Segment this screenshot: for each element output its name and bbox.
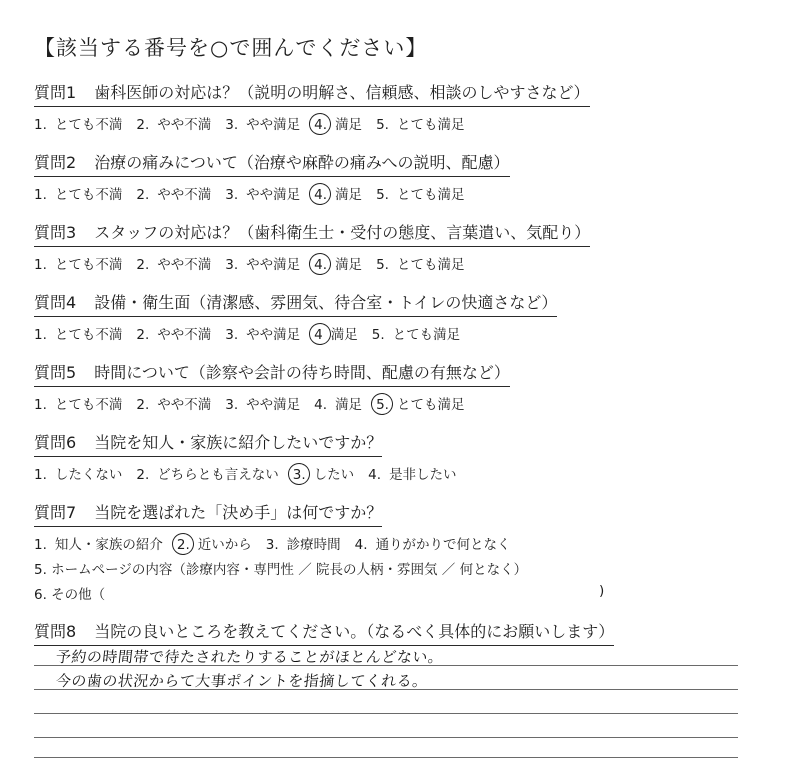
question-3-title: [34, 220, 590, 247]
option-number: 1.: [34, 257, 47, 273]
option-label: やや不満: [157, 327, 212, 343]
option-number: 2.: [176, 537, 190, 553]
option-label: やや満足: [246, 187, 301, 203]
option-number: 1.: [34, 117, 47, 133]
answer-option[interactable]: [136, 463, 278, 483]
answer-option[interactable]: [136, 323, 211, 343]
answer-option[interactable]: [225, 113, 300, 133]
question-text: 歯科医師の対応は？（説明の明解さ、信頼感、相談のしやすさなど）: [94, 83, 590, 102]
answer-options: [34, 253, 590, 273]
question-text: スタッフの対応は？（歯科衛生士・受付の態度、言葉遣い、気配り）: [94, 223, 591, 242]
answer-option-selected[interactable]: [314, 323, 358, 343]
answer-options: [34, 533, 527, 553]
option-label: どちらとも言えない: [157, 467, 279, 483]
option-number: 3.: [225, 257, 239, 273]
answer-options: [34, 463, 471, 483]
answer-option[interactable]: [34, 533, 163, 553]
option-label: 満足: [335, 397, 363, 413]
answer-rule: [34, 737, 738, 738]
question-number: 質問7: [34, 503, 77, 522]
question-text: 当院の良いところを教えてください。（なるべく具体的にお願いします）: [94, 622, 615, 641]
option-label: 近いから: [197, 537, 252, 553]
option-label: したくない: [54, 467, 123, 483]
answer-options: [34, 393, 510, 413]
answer-option[interactable]: [34, 463, 122, 483]
option-label: とても不満: [54, 187, 123, 203]
question-text: 治療の痛みについて（治療や麻酔の痛みへの説明、配慮）: [94, 153, 510, 172]
question-number: 質問4: [34, 293, 77, 312]
answer-option[interactable]: [314, 393, 362, 413]
answer-option-selected[interactable]: [314, 253, 362, 273]
question-4-title: [34, 290, 557, 317]
option-label: したい: [313, 467, 355, 483]
question-1: [34, 80, 590, 133]
answer-option-other[interactable]: [34, 583, 605, 603]
answer-option[interactable]: [34, 393, 122, 413]
option-number: 4.: [314, 397, 328, 413]
option-number: 3.: [225, 397, 239, 413]
option-number: 1.: [34, 187, 47, 203]
option-label: やや満足: [246, 327, 301, 343]
option-number: 5.: [376, 257, 389, 273]
answer-option[interactable]: [34, 323, 122, 343]
option-label: やや満足: [246, 257, 301, 273]
answer-option[interactable]: [136, 393, 211, 413]
option-label: 満足: [335, 257, 363, 273]
option-label: とても満足: [396, 117, 465, 133]
question-1-title: [34, 80, 590, 107]
question-5-title: [34, 360, 510, 387]
answer-option[interactable]: [225, 253, 300, 273]
option-label: 知人・家族の紹介: [54, 537, 163, 553]
option-label: やや不満: [157, 257, 212, 273]
question-7: [34, 500, 605, 603]
answer-option[interactable]: [266, 533, 341, 553]
option-number: 4.: [314, 257, 328, 273]
answer-rule: [34, 713, 738, 714]
option-label: 満足: [330, 327, 358, 343]
question-text: 当院を選ばれた「決め手」は何ですか？: [94, 503, 383, 522]
question-text: 時間について（診察や会計の待ち時間、配慮の有無など）: [94, 363, 510, 382]
option-number: 5.: [371, 327, 385, 343]
option-label: とても満足: [396, 257, 465, 273]
option-number: 4.: [314, 117, 328, 133]
option-number: 4.: [354, 537, 368, 553]
answer-options: [34, 113, 590, 133]
option-number: 4: [314, 327, 323, 343]
answer-option[interactable]: [136, 253, 211, 273]
option-number: 2.: [136, 397, 150, 413]
question-8: [34, 619, 614, 646]
option-label: とても不満: [54, 257, 123, 273]
question-number: 質問1: [34, 83, 77, 102]
answer-option[interactable]: [376, 253, 464, 273]
question-text: 当院を知人・家族に紹介したいですか？: [94, 433, 383, 452]
answer-option-selected[interactable]: [376, 393, 464, 413]
option-number: 1.: [34, 467, 47, 483]
answer-options: [34, 183, 510, 203]
option-label: やや満足: [246, 397, 301, 413]
option-number: 1.: [34, 327, 47, 343]
form-heading: 【該当する番号を○で囲んでください】: [34, 36, 428, 60]
option-number: 3.: [292, 467, 306, 483]
answer-option[interactable]: [225, 183, 300, 203]
option-number: 3.: [225, 327, 239, 343]
other-label: 6. その他（: [34, 587, 106, 603]
option-label: とても満足: [396, 397, 465, 413]
question-number: 質問2: [34, 153, 77, 172]
answer-option[interactable]: [372, 323, 460, 343]
answer-option-selected[interactable]: [293, 463, 354, 483]
question-7-title: [34, 500, 382, 527]
question-number: 質問6: [34, 433, 77, 452]
option-number: 2.: [136, 327, 150, 343]
answer-option[interactable]: [368, 463, 456, 483]
answer-option[interactable]: [136, 183, 211, 203]
answer-options: [34, 323, 557, 343]
option-number: 2.: [136, 467, 150, 483]
question-2-title: [34, 150, 510, 177]
answer-option[interactable]: [225, 393, 300, 413]
option-label: やや不満: [157, 397, 212, 413]
handwritten-answer-line-2: 今の歯の状況からて大事ポイントを指摘してくれる。: [55, 672, 429, 690]
question-8-title: [34, 619, 614, 646]
option-number: 4.: [314, 187, 328, 203]
answer-option[interactable]: [355, 533, 511, 553]
answer-option-selected[interactable]: [177, 533, 252, 553]
option-number: 5.: [376, 397, 389, 413]
option-label: やや不満: [157, 187, 212, 203]
option-number: 2.: [136, 187, 150, 203]
option-number: 1.: [34, 537, 47, 553]
answer-option-selected[interactable]: [314, 113, 362, 133]
other-close-paren: ): [599, 583, 605, 599]
answer-option[interactable]: [34, 183, 122, 203]
option-number: 1.: [34, 397, 47, 413]
option-number: 5.: [376, 187, 389, 203]
answer-option[interactable]: [34, 253, 122, 273]
answer-option-line-5[interactable]: 5. ホームページの内容（診療内容・専門性 ／ 院長の人柄・雰囲気 ／ 何となく）: [34, 562, 528, 578]
question-number: 質問5: [34, 363, 77, 382]
question-5: [34, 360, 510, 413]
option-label: やや満足: [246, 117, 301, 133]
option-label: とても不満: [54, 117, 123, 133]
option-label: 満足: [335, 117, 363, 133]
question-number: 質問3: [34, 223, 77, 242]
question-6: [34, 430, 471, 483]
question-3: [34, 220, 590, 273]
question-2: [34, 150, 510, 203]
option-label: とても満足: [396, 187, 465, 203]
option-number: 3.: [225, 187, 239, 203]
question-6-title: [34, 430, 382, 457]
question-text: 設備・衛生面（清潔感、雰囲気、待合室・トイレの快適さなど）: [94, 293, 558, 312]
question-4: [34, 290, 557, 343]
option-label: とても満足: [392, 327, 461, 343]
option-label: やや不満: [157, 117, 212, 133]
answer-option[interactable]: [376, 183, 464, 203]
answer-option[interactable]: [225, 323, 300, 343]
answer-option-selected[interactable]: [314, 183, 362, 203]
option-label: とても不満: [54, 397, 123, 413]
option-number: 5.: [376, 117, 389, 133]
option-label: とても不満: [54, 327, 123, 343]
option-number: 2.: [136, 257, 150, 273]
option-label: 満足: [335, 187, 363, 203]
option-number: 4.: [368, 467, 382, 483]
handwritten-answer-line-1: 予約の時間帯で待たされたりすることがほとんどない。: [55, 648, 445, 666]
option-number: 3.: [225, 117, 239, 133]
option-number: 2.: [136, 117, 150, 133]
answer-option[interactable]: [376, 113, 464, 133]
option-label: 是非したい: [389, 467, 457, 483]
option-label: 診療時間: [286, 537, 341, 553]
answer-option[interactable]: [136, 113, 211, 133]
option-label: 通りがかりで何となく: [375, 537, 511, 553]
question-number: 質問8: [34, 622, 77, 641]
answer-option[interactable]: [34, 113, 122, 133]
option-number: 3.: [265, 537, 279, 553]
